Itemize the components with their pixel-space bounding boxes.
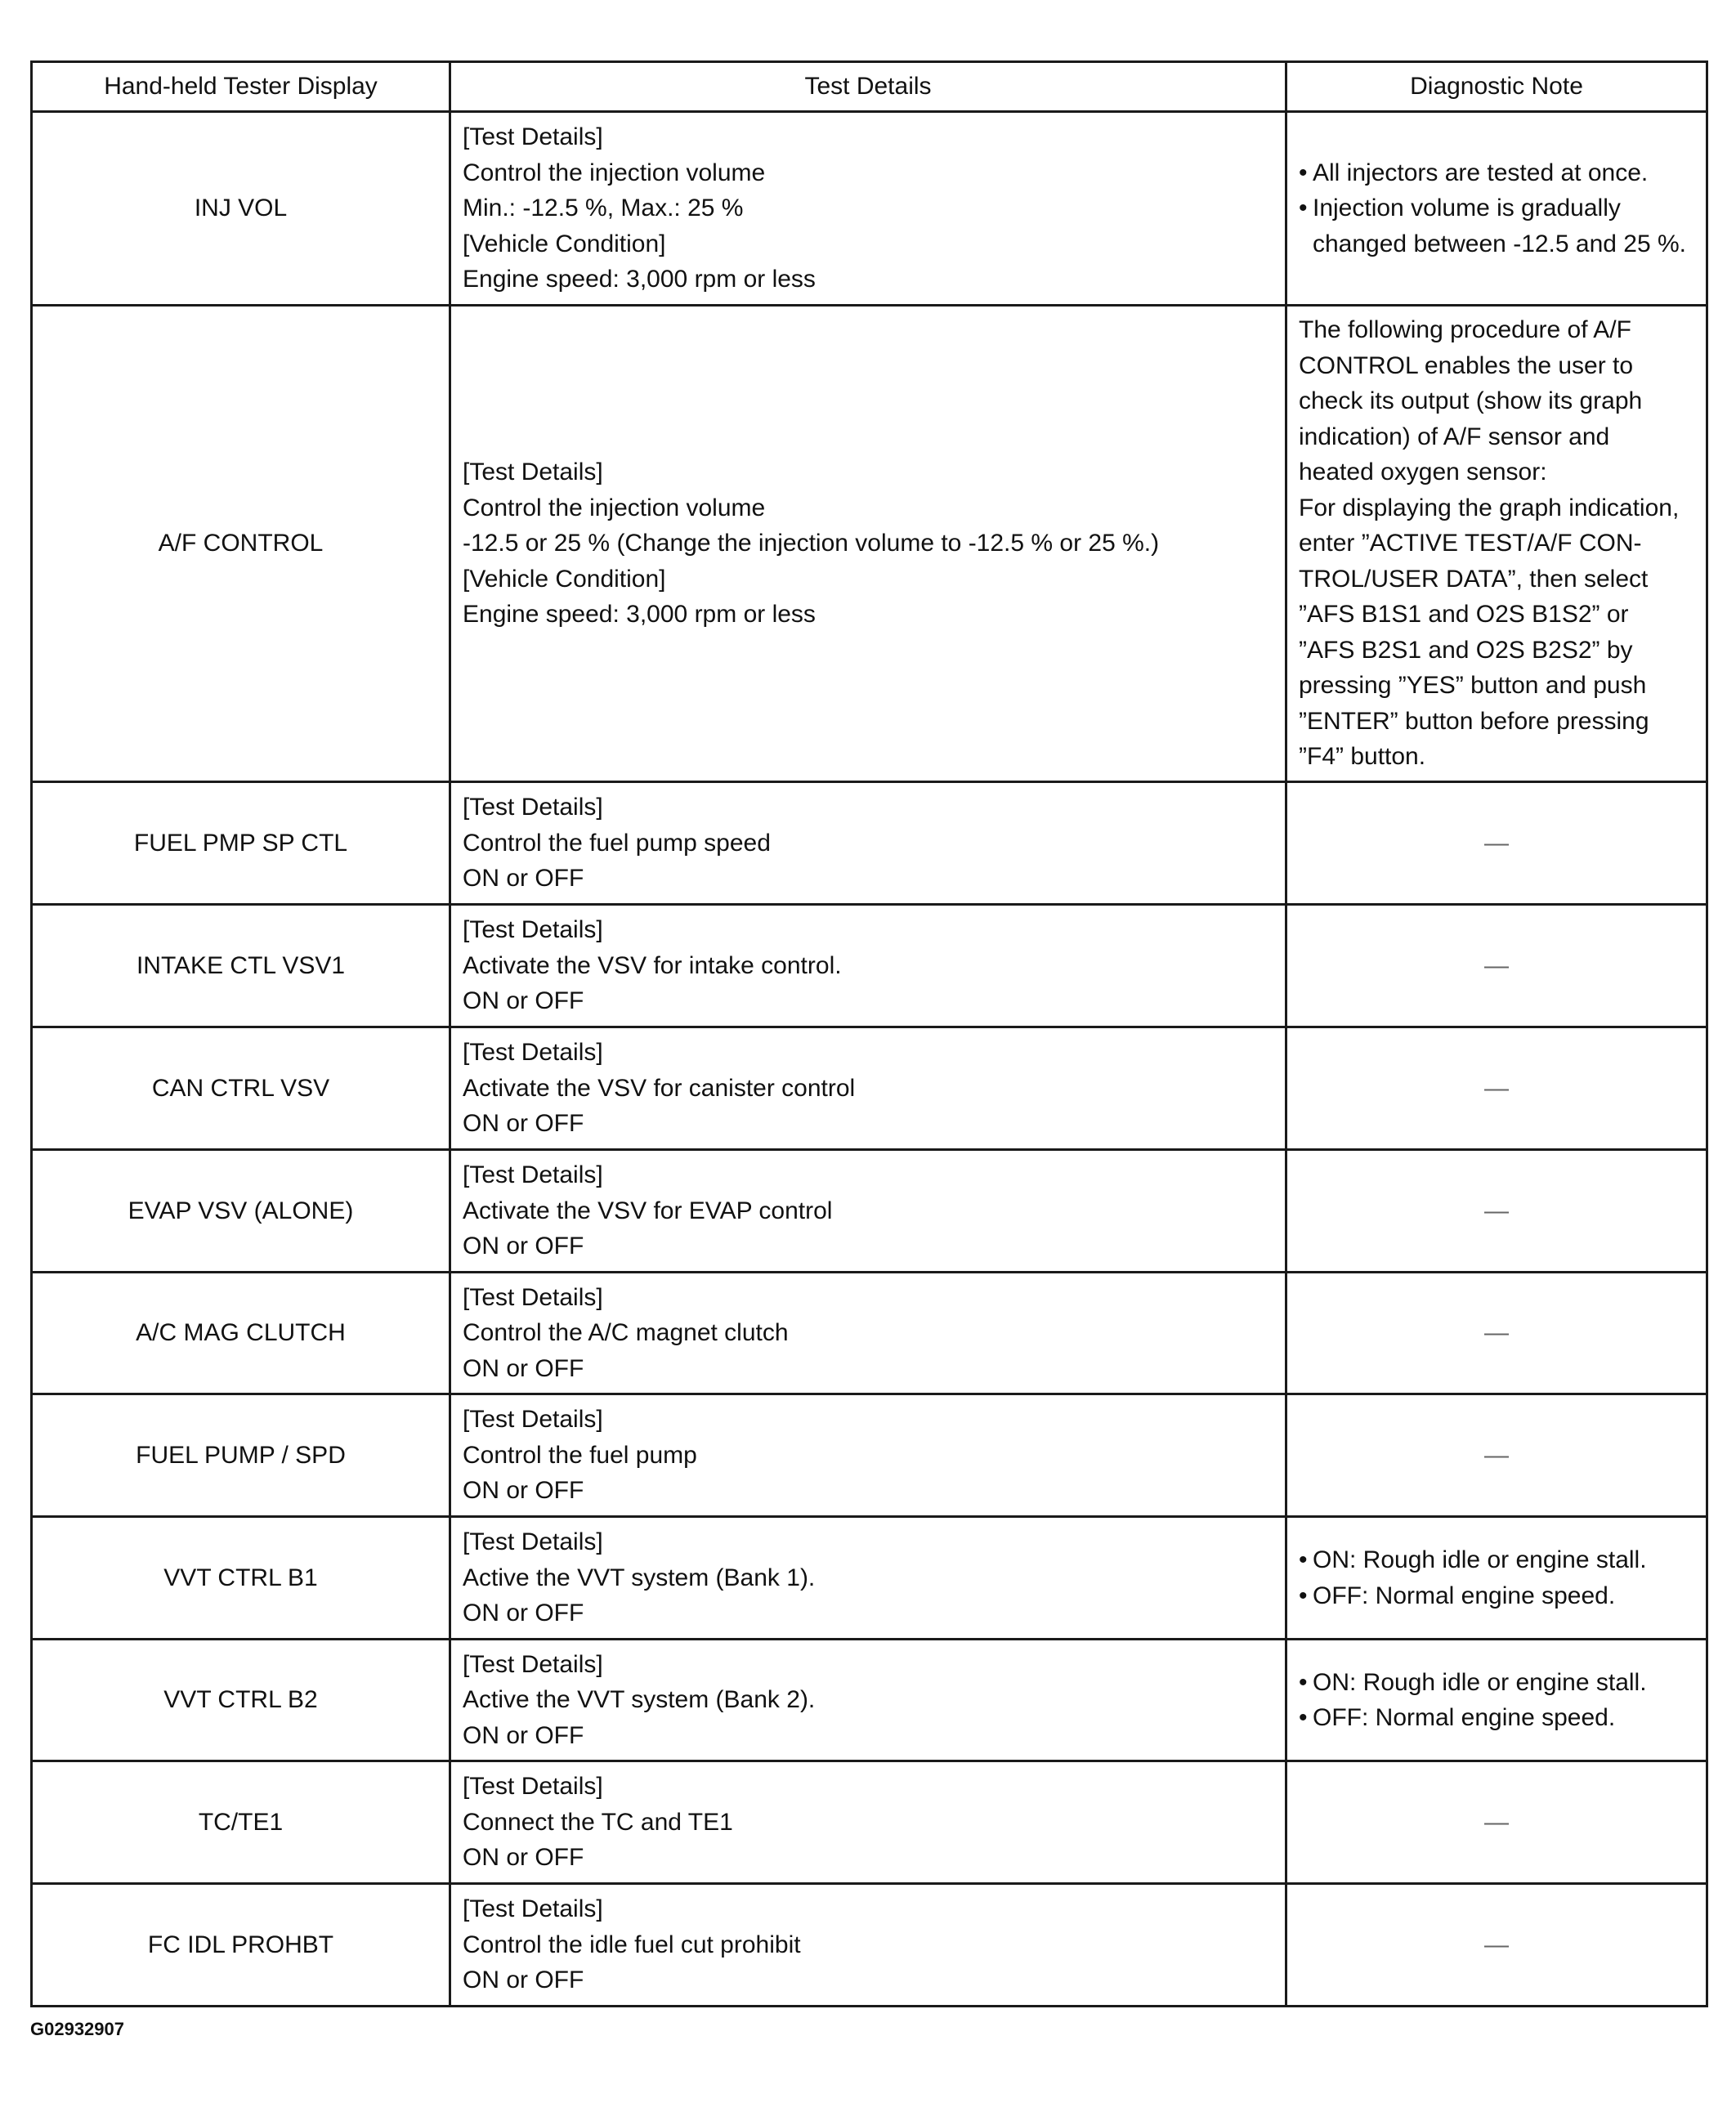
note-line: check its output (show its graph (1299, 387, 1643, 415)
cell-test-details (450, 1640, 1286, 1761)
cell-diagnostic-note: — (1286, 1150, 1707, 1273)
test-detail-line: [Test Details] (463, 1161, 603, 1189)
test-detail-line: [Test Details] (463, 1406, 603, 1434)
note-line: CONTROL enables the user to (1299, 351, 1634, 379)
note-line: ”AFS B2S1 and O2S B2S2” by (1299, 636, 1633, 664)
cell-tester-display: CAN CTRL VSV (32, 1027, 450, 1150)
table-header-row (32, 62, 1707, 112)
cell-test-details (450, 306, 1286, 782)
test-detail-line: [Test Details] (463, 1039, 603, 1067)
test-detail-line: ON or OFF (463, 1110, 584, 1138)
cell-tester-display: EVAP VSV (ALONE) (32, 1150, 450, 1273)
column-header-tester-display: Hand-held Tester Display (32, 62, 450, 112)
note-bullet: • All injectors are tested at once. (1299, 155, 1694, 191)
test-detail-line: Activate the VSV for EVAP control (463, 1197, 833, 1224)
note-bullet: • ON: Rough idle or engine stall. (1299, 1665, 1694, 1701)
test-detail-line: Control the fuel pump speed (463, 829, 771, 857)
test-detail-line: Control the fuel pump (463, 1441, 697, 1469)
column-header-diagnostic-note: Diagnostic Note (1286, 62, 1707, 112)
cell-diagnostic-note: — (1286, 1761, 1707, 1884)
test-detail-line: [Test Details] (463, 123, 603, 151)
cell-diagnostic-note (1286, 1517, 1707, 1640)
cell-diagnostic-note: — (1286, 1273, 1707, 1394)
table-row (32, 1884, 1707, 2007)
test-detail-line: ON or OFF (463, 1967, 584, 1994)
test-detail-line: Activate the VSV for intake control. (463, 951, 842, 979)
table-row (32, 1027, 1707, 1150)
note-line: TROL/USER DATA”, then select (1299, 565, 1649, 593)
test-detail-line: ON or OFF (463, 1600, 584, 1627)
table-row (32, 1640, 1707, 1761)
cell-diagnostic-note: — (1286, 782, 1707, 905)
test-detail-line: Control the A/C magnet clutch (463, 1319, 789, 1347)
cell-tester-display: FC IDL PROHBT (32, 1884, 450, 2007)
test-detail-line: ON or OFF (463, 1233, 584, 1260)
test-detail-line: Activate the VSV for canister control (463, 1074, 856, 1102)
test-detail-line: Active the VVT system (Bank 2). (463, 1686, 816, 1714)
test-detail-line: [Vehicle Condition] (463, 565, 666, 593)
cell-test-details (450, 112, 1286, 306)
table-row (32, 1150, 1707, 1273)
cell-tester-display: A/F CONTROL (32, 306, 450, 782)
table-row (32, 1394, 1707, 1517)
test-detail-line: [Test Details] (463, 1528, 603, 1556)
table-row (32, 112, 1707, 306)
test-detail-line: -12.5 or 25 % (Change the injection volume to -12.5 % or 25 %.) (463, 530, 1160, 557)
note-line: For displaying the graph indication, (1299, 494, 1680, 521)
cell-diagnostic-note: — (1286, 1394, 1707, 1517)
cell-test-details (450, 1884, 1286, 2007)
cell-tester-display: VVT CTRL B1 (32, 1517, 450, 1640)
cell-test-details (450, 782, 1286, 905)
cell-tester-display: FUEL PUMP / SPD (32, 1394, 450, 1517)
cell-diagnostic-note: — (1286, 1027, 1707, 1150)
figure-id: G02932907 (30, 2019, 124, 2039)
note-line: The following procedure of A/F (1299, 316, 1631, 344)
cell-tester-display: INTAKE CTL VSV1 (32, 905, 450, 1027)
cell-test-details (450, 1150, 1286, 1273)
table-row (32, 1517, 1707, 1640)
cell-tester-display: A/C MAG CLUTCH (32, 1273, 450, 1394)
test-detail-line: Active the VVT system (Bank 1). (463, 1564, 816, 1591)
test-detail-line: [Test Details] (463, 459, 603, 486)
test-detail-line: [Test Details] (463, 1895, 603, 1923)
active-test-table (30, 60, 1708, 2007)
note-line: pressing ”YES” button and push (1299, 672, 1647, 700)
cell-tester-display: TC/TE1 (32, 1761, 450, 1884)
test-detail-line: Connect the TC and TE1 (463, 1808, 733, 1836)
test-detail-line: Control the injection volume (463, 159, 766, 186)
note-line: ”F4” button. (1299, 743, 1426, 771)
cell-diagnostic-note (1286, 112, 1707, 306)
test-detail-line: [Test Details] (463, 1773, 603, 1801)
table-row (32, 1273, 1707, 1394)
note-line: indication) of A/F sensor and (1299, 423, 1610, 450)
cell-tester-display: FUEL PMP SP CTL (32, 782, 450, 905)
test-detail-line: [Test Details] (463, 1283, 603, 1311)
cell-test-details (450, 1027, 1286, 1150)
note-bullet: • ON: Rough idle or engine stall. (1299, 1542, 1694, 1578)
test-detail-line: Engine speed: 3,000 rpm or less (463, 601, 816, 629)
test-detail-line: ON or OFF (463, 987, 584, 1015)
cell-tester-display: VVT CTRL B2 (32, 1640, 450, 1761)
cell-diagnostic-note (1286, 306, 1707, 782)
table-row (32, 782, 1707, 905)
test-detail-line: [Test Details] (463, 794, 603, 821)
test-detail-line: ON or OFF (463, 1477, 584, 1505)
note-line: ”AFS B1S1 and O2S B1S2” or (1299, 601, 1629, 629)
test-detail-line: [Test Details] (463, 916, 603, 944)
table-row (32, 905, 1707, 1027)
table-row (32, 1761, 1707, 1884)
cell-test-details (450, 905, 1286, 1027)
test-detail-line: [Vehicle Condition] (463, 230, 666, 257)
cell-tester-display: INJ VOL (32, 112, 450, 306)
test-detail-line: ON or OFF (463, 1721, 584, 1749)
note-bullet: • Injection volume is gradually changed between -12.5 and 25 %. (1299, 190, 1694, 262)
test-detail-line: Control the injection volume (463, 494, 766, 521)
test-detail-line: Engine speed: 3,000 rpm or less (463, 266, 816, 293)
cell-test-details (450, 1517, 1286, 1640)
note-bullet: • OFF: Normal engine speed. (1299, 1700, 1694, 1736)
test-detail-line: Min.: -12.5 %, Max.: 25 % (463, 195, 744, 222)
column-header-test-details: Test Details (450, 62, 1286, 112)
cell-test-details (450, 1273, 1286, 1394)
test-detail-line: Control the idle fuel cut prohibit (463, 1931, 801, 1958)
cell-diagnostic-note: — (1286, 905, 1707, 1027)
test-detail-line: ON or OFF (463, 1354, 584, 1382)
note-bullet: • OFF: Normal engine speed. (1299, 1578, 1694, 1614)
cell-diagnostic-note: — (1286, 1884, 1707, 2007)
cell-test-details (450, 1761, 1286, 1884)
cell-test-details (450, 1394, 1286, 1517)
table-row (32, 306, 1707, 782)
test-detail-line: ON or OFF (463, 1844, 584, 1872)
note-line: heated oxygen sensor: (1299, 459, 1547, 486)
note-line: enter ”ACTIVE TEST/A/F CON- (1299, 530, 1642, 557)
note-line: ”ENTER” button before pressing (1299, 707, 1649, 735)
test-detail-line: [Test Details] (463, 1650, 603, 1678)
test-detail-line: ON or OFF (463, 865, 584, 893)
cell-diagnostic-note (1286, 1640, 1707, 1761)
